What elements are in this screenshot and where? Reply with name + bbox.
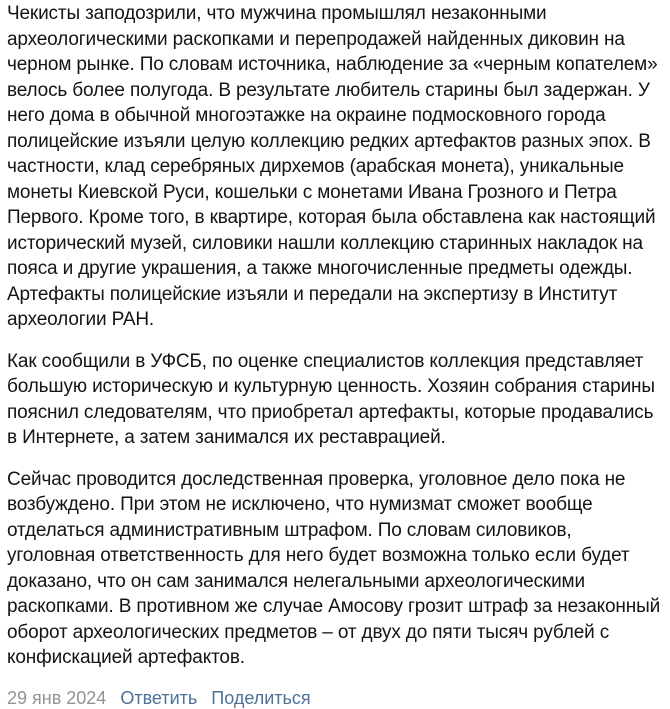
reply-button[interactable]: Ответить bbox=[120, 687, 198, 708]
share-button[interactable]: Поделиться bbox=[211, 687, 311, 708]
post-footer bbox=[7, 687, 662, 709]
paragraph-1: Чекисты заподозрили, что мужчина промышлял незаконными археологическими раскопками и перепродажей найденных диковин на черном рынке. По словам источника, наблюдение за «черным копателем» велось более полугода. В результате любитель старины был задержан. У него дома в обычной многоэтажке на окраине подмосковного города полицейские изъяли целую коллекцию редких артефактов разных эпох. В частности, клад серебряных дирхемов (арабская монета), уникальные монеты Киевской Руси, кошельки с монетами Ивана Грозного и Петра Первого. Кроме того, в квартире, которая была обставлена как настоящий исторический музей, силовики нашли коллекцию старинных накладок на пояса и другие украшения, а также многочисленные предметы одежды. Артефакты полицейские изъяли и передали на экспертизу в Институт археологии РАН. bbox=[7, 3, 658, 330]
paragraph-2: Как сообщили в УФСБ, по оценке специалистов коллекция представляет большую историческую и культурную ценность. Хозяин собрания старины пояснил следователям, что приобретал артефакты, которые продавались в Интернете, а затем занимался их реставрацией. bbox=[7, 350, 655, 448]
post-date: 29 янв 2024 bbox=[7, 687, 107, 708]
post-text bbox=[7, 1, 662, 671]
paragraph-3: Сейчас проводится доследственная проверка, уголовное дело пока не возбуждено. При этом не исключено, что нумизмат сможет вообще отделаться административным штрафом. По словам силовиков, уголовная ответственность для него будет возможна только если будет доказано, что он сам занимался нелегальными археологическими раскопками. В противном же случае Амосову грозит штраф за незаконный оборот археологических предметов – от двух до пяти тысяч рублей с конфискацией артефактов. bbox=[7, 468, 661, 668]
